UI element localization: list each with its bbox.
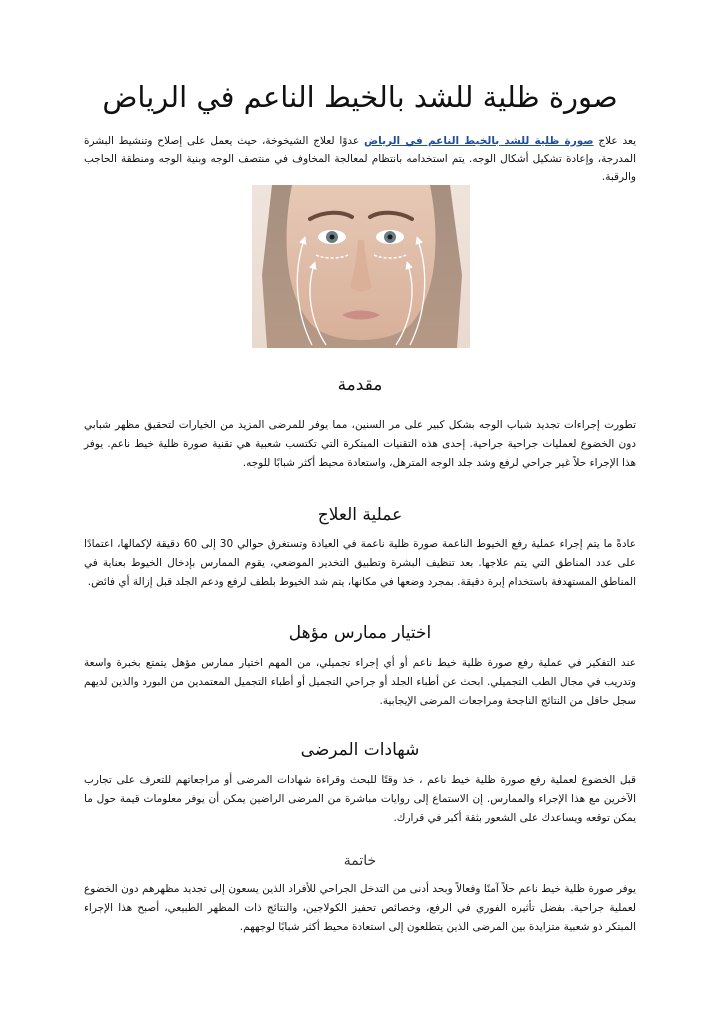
section-heading-practitioner: اختيار ممارس مؤهل <box>288 623 432 643</box>
section-heading-conclusion: خاتمة <box>343 853 377 869</box>
section-heading-treatment: عملية العلاج <box>317 505 403 525</box>
page-title: صورة ظلية للشد بالخيط الناعم في الرياض <box>102 80 618 114</box>
section-heading-intro: مقدمة <box>337 375 383 395</box>
section-text-treatment: عادةً ما يتم إجراء عملية رفع الخيوط الناعمة صورة ظلية ناعمة في العيادة وتستغرق حوالي 30 إلى 60 دقيقة لإكمالها، اعتمادًا على عدد المناطق التي يتم علاجها. بعد تنظيف البشرة وتطبيق التخدير الموضعي، يقوم الممارس بإدخال الخيوط بعناية في المناطق المستهدفة باستخدام إبرة دقيقة. بمجرد وضعها في مكانها، يتم شد الخيوط بلطف لرفع ودعم الجلد قبل إزالة أي فائض. <box>84 538 636 588</box>
intro-paragraph <box>84 132 636 186</box>
section-text-practitioner: عند التفكير في عملية رفع صورة ظلية خيط ناعم أو أي إجراء تجميلي، من المهم اختيار ممارس مؤهل يتمتع بخبرة واسعة وتدريب في مجال الطب التجميلي. ابحث عن أطباء الجلد أو جراحي التجميل أو أطباء التجميل المعتمدين من البورد والذين لديهم سجل حافل من النتائج الناجحة ومراجعات المرضى الإيجابية. <box>84 657 636 707</box>
section-text-testimonials: قبل الخضوع لعملية رفع صورة ظلية خيط ناعم ، خذ وقتًا للبحث وقراءة شهادات المرضى أو مراجعاتهم للتعرف على تجارب الآخرين مع هذا الإجراء والممارس. إن الاستماع إلى روايات مباشرة من المرضى الراضين يمكن أن يوفر معلومات قيمة حول ما يمكن توقعه ويساعدك على الشعور بثقة أكبر في قرارك. <box>84 774 636 824</box>
intro-text-end: عدوًا لعلاج الشيخوخة، حيث يعمل على إصلاح وتنشيط البشرة المدرجة، وإعادة تشكيل أشكال الوجه. يتم استخدامه بانتظام لمعالجة المخاوف في منتصف الوجه وبنية الوجه ومنطقة الحاجب والرقبة. <box>84 135 636 183</box>
section-heading-testimonials: شهادات المرضى <box>300 740 420 760</box>
hero-image <box>252 185 470 348</box>
section-text-intro: تطورت إجراءات تجديد شباب الوجه بشكل كبير على مر السنين، مما يوفر للمرضى المزيد من الخيارات لتحقيق مظهر شبابي دون الخضوع لعمليات جراحية جراحية. إحدى هذه التقنيات المبتكرة التي تكتسب شعبية هي تقنية صورة ظلية خيط ناعم. يوفر هذا الإجراء حلاً غير جراحي لرفع وشد جلد الوجه المترهل، واستعادة محيط أكثر شبابًا للوجه. <box>84 419 636 469</box>
section-text-conclusion: يوفر صورة ظلية خيط ناعم حلاً آمنًا وفعالاً وبحد أدنى من التدخل الجراحي للأفراد الذين يسعون إلى تجديد مظهرهم دون الخضوع لعملية جراحية. بفضل تأثيره الفوري في الرفع، وخصائص تحفيز الكولاجين، والنتائج ذات المظهر الطبيعي، أصبح هذا الإجراء المبتكر ذو شعبية متزايدة بين المرضى الذين يتطلعون إلى استعادة محيط أكثر شبابًا لوجههم. <box>84 883 636 933</box>
face-illustration <box>252 185 470 348</box>
intro-text-start: يعد علاج <box>593 135 637 147</box>
intro-link[interactable]: صورة ظلية للشد بالخيط الناعم في الرياض <box>364 135 594 147</box>
